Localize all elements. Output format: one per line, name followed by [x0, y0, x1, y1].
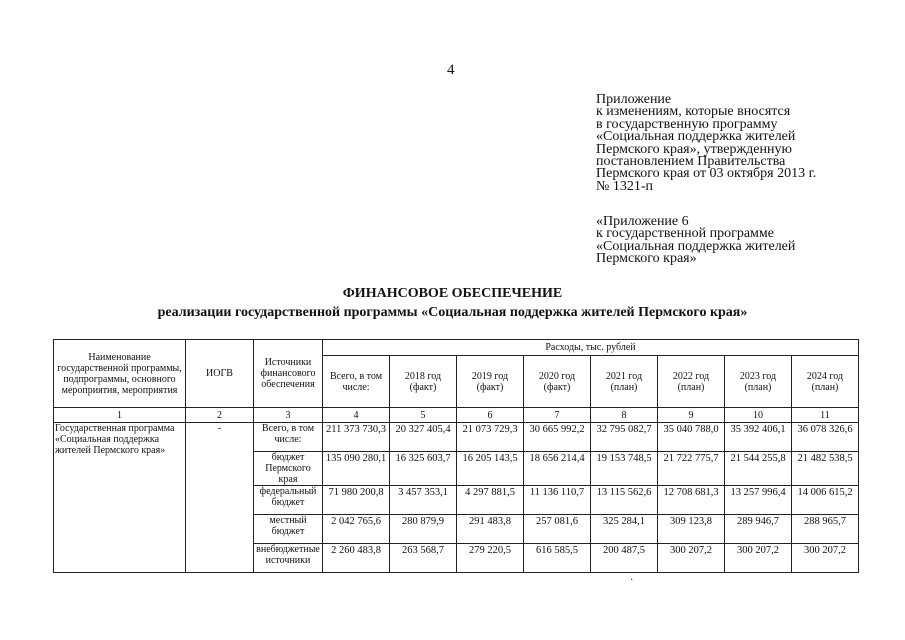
program-name: Государственная программа «Социальная поддержка жителей Пермского края» — [54, 423, 186, 573]
header-year: 2024 год (план) — [792, 356, 859, 408]
value-cell: 2 260 483,8 — [323, 544, 390, 573]
header-name: Наименование государственной программы, подпрограммы, основного мероприятия, мероприятия — [54, 340, 186, 408]
appendix-note: Приложение к изменениям, которые вносятся в государственную программу «Социальная поддержка жителей Пермского края», утвержденную постановлением Правительства Пермского края от 03 октября 2013 г. № 1321-п — [596, 92, 817, 194]
column-number: 2 — [186, 408, 254, 423]
scan-mark: · — [630, 575, 634, 586]
value-cell: 21 722 775,7 — [658, 452, 725, 486]
value-cell: 3 457 353,1 — [390, 486, 457, 515]
value-cell: 263 568,7 — [390, 544, 457, 573]
value-cell: 280 879,9 — [390, 515, 457, 544]
program-iogv: - — [186, 423, 254, 573]
column-number: 6 — [457, 408, 524, 423]
value-cell: 71 980 200,8 — [323, 486, 390, 515]
value-cell: 20 327 405,4 — [390, 423, 457, 452]
value-cell: 257 081,6 — [524, 515, 591, 544]
value-cell: 30 665 992,2 — [524, 423, 591, 452]
value-cell: 211 373 730,3 — [323, 423, 390, 452]
source-label: федеральный бюджет — [254, 486, 323, 515]
value-cell: 11 136 110,7 — [524, 486, 591, 515]
value-cell: 300 207,2 — [658, 544, 725, 573]
column-number: 8 — [591, 408, 658, 423]
page-number: 4 — [447, 62, 455, 78]
column-number: 4 — [323, 408, 390, 423]
value-cell: 36 078 326,6 — [792, 423, 859, 452]
value-cell: 18 656 214,4 — [524, 452, 591, 486]
value-cell: 21 544 255,8 — [725, 452, 792, 486]
header-total: Всего, в том числе: — [323, 356, 390, 408]
header-year: 2018 год (факт) — [390, 356, 457, 408]
column-number: 7 — [524, 408, 591, 423]
value-cell: 32 795 082,7 — [591, 423, 658, 452]
value-cell: 616 585,5 — [524, 544, 591, 573]
source-label: местный бюджет — [254, 515, 323, 544]
financing-table — [53, 339, 859, 573]
document-subtitle: реализации государственной программы «Социальная поддержка жителей Пермского края» — [157, 305, 748, 320]
value-cell: 300 207,2 — [725, 544, 792, 573]
value-cell: 16 325 603,7 — [390, 452, 457, 486]
value-cell: 12 708 681,3 — [658, 486, 725, 515]
value-cell: 288 965,7 — [792, 515, 859, 544]
header-iogv: ИОГВ — [186, 340, 254, 408]
value-cell: 35 392 406,1 — [725, 423, 792, 452]
appendix-reference: «Приложение 6 к государственной программе «Социальная поддержка жителей Пермского края» — [596, 214, 796, 267]
source-label: Всего, в том числе: — [254, 423, 323, 452]
source-label: внебюджетные источники — [254, 544, 323, 573]
value-cell: 21 073 729,3 — [457, 423, 524, 452]
column-number: 9 — [658, 408, 725, 423]
column-number: 3 — [254, 408, 323, 423]
column-number: 10 — [725, 408, 792, 423]
column-number: 1 — [54, 408, 186, 423]
value-cell: 279 220,5 — [457, 544, 524, 573]
value-cell: 35 040 788,0 — [658, 423, 725, 452]
value-cell: 325 284,1 — [591, 515, 658, 544]
source-label: бюджет Пермского края — [254, 452, 323, 486]
value-cell: 200 487,5 — [591, 544, 658, 573]
value-cell: 13 257 996,4 — [725, 486, 792, 515]
value-cell: 289 946,7 — [725, 515, 792, 544]
document-title: ФИНАНСОВОЕ ОБЕСПЕЧЕНИЕ — [342, 286, 563, 301]
header-year: 2022 год (план) — [658, 356, 725, 408]
header-expenses: Расходы, тыс. рублей — [323, 340, 859, 356]
value-cell: 135 090 280,1 — [323, 452, 390, 486]
column-number: 5 — [390, 408, 457, 423]
value-cell: 4 297 881,5 — [457, 486, 524, 515]
column-number: 11 — [792, 408, 859, 423]
header-year: 2021 год (план) — [591, 356, 658, 408]
value-cell: 14 006 615,2 — [792, 486, 859, 515]
value-cell: 13 115 562,6 — [591, 486, 658, 515]
header-sources: Источники финансового обеспечения — [254, 340, 323, 408]
value-cell: 291 483,8 — [457, 515, 524, 544]
value-cell: 21 482 538,5 — [792, 452, 859, 486]
header-year: 2019 год (факт) — [457, 356, 524, 408]
value-cell: 16 205 143,5 — [457, 452, 524, 486]
value-cell: 2 042 765,6 — [323, 515, 390, 544]
value-cell: 19 153 748,5 — [591, 452, 658, 486]
header-year: 2023 год (план) — [725, 356, 792, 408]
value-cell: 300 207,2 — [792, 544, 859, 573]
header-year: 2020 год (факт) — [524, 356, 591, 408]
value-cell: 309 123,8 — [658, 515, 725, 544]
